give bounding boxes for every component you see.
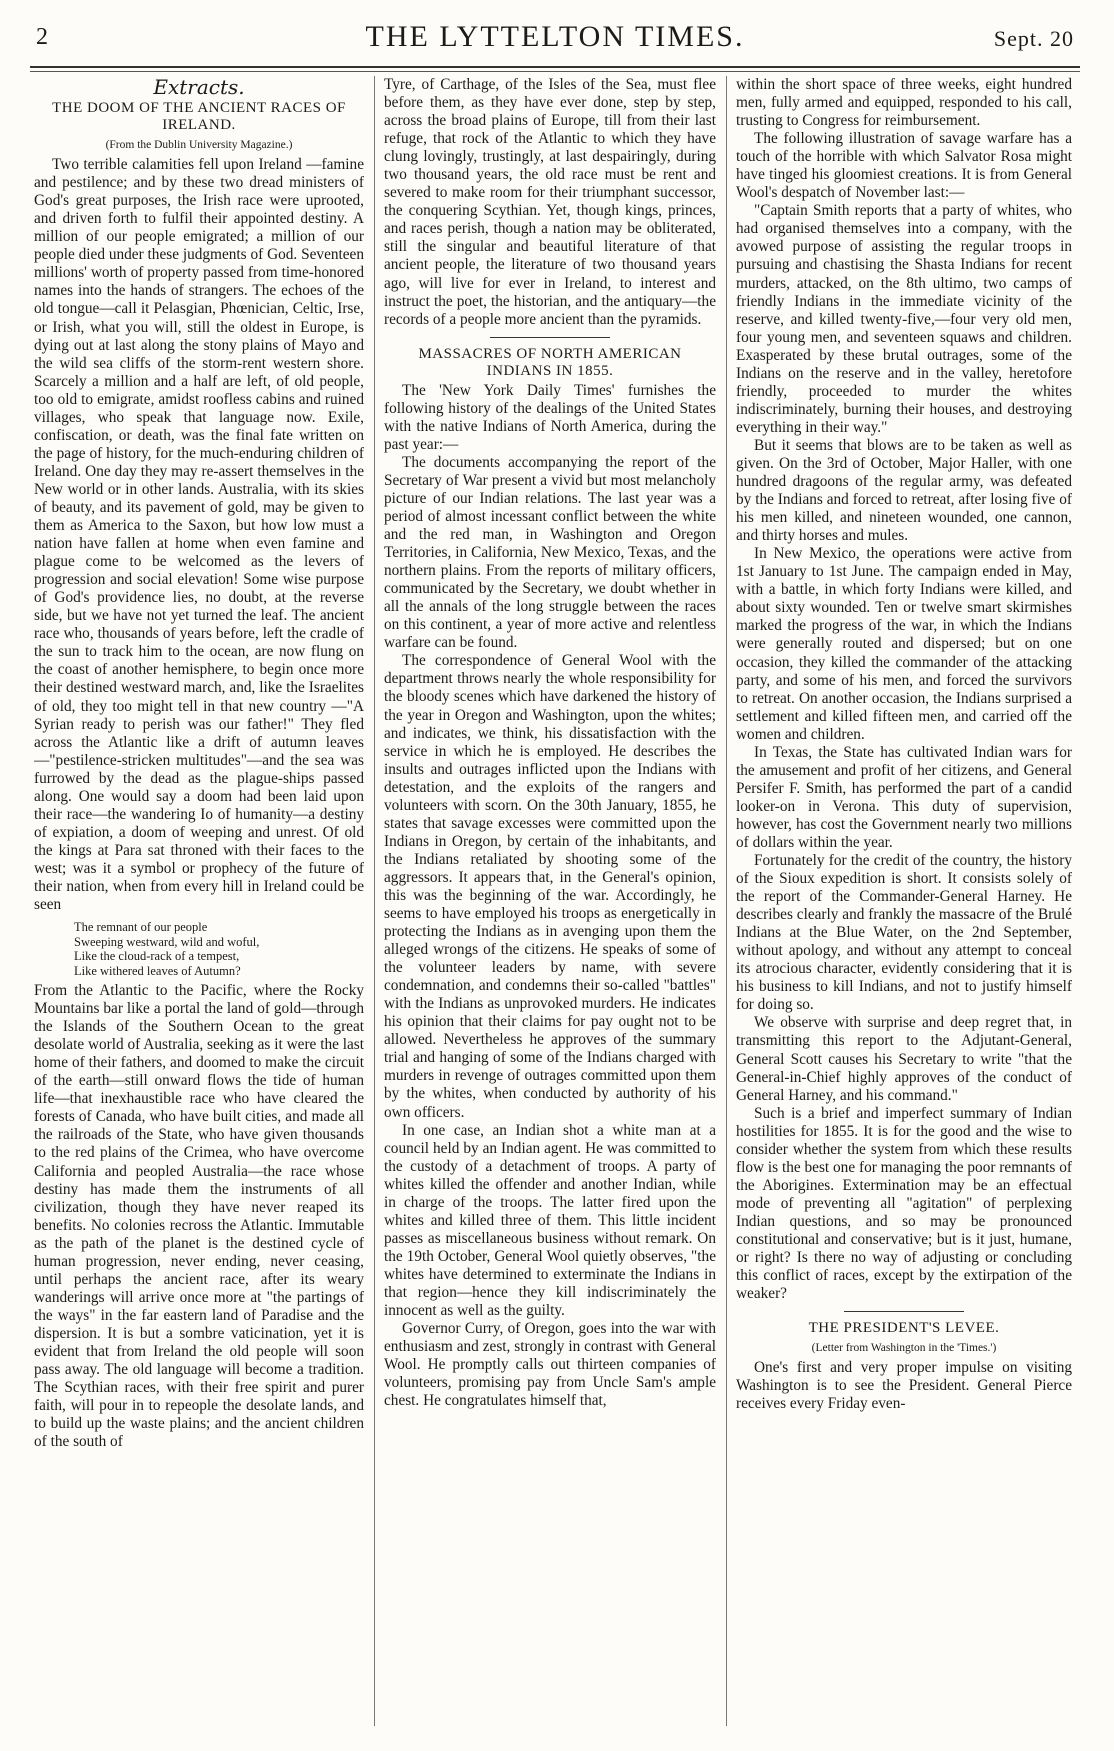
- article-divider: [844, 1311, 964, 1312]
- article-paragraph: But it seems that blows are to be taken as well as given. On the 3rd of October, Major Haller, with one hundred dragoons of the regular army, was defeated by the Indians and forced to retreat, after losing five of his men killed, and nineteen wounded, one cannon, and thirty horses and mules.: [736, 436, 1072, 545]
- newspaper-title: THE LYTTELTON TIMES.: [365, 20, 745, 53]
- page-number: 2: [36, 24, 48, 50]
- article-paragraph: In New Mexico, the operations were active from 1st January to 1st June. The campaign ended in May, with a battle, in which forty Indians were killed, and about sixty wounded. Ten or twelve smart skirmishes marked the progress of the war, in which the Indians were generally routed and dispersed; but on one occasion, they killed the commander of the attacking party, and some of his men, and forced the survivors to retreat. On another occasion, the Indians surprised a settlement and killed fifteen men, and carried off the women and children.: [736, 545, 1072, 743]
- article-paragraph: within the short space of three weeks, eight hundred men, fully armed and equipped, responded to his call, trusting to Congress for reimbursement.: [736, 76, 1072, 130]
- article-paragraph: In Texas, the State has cultivated Indian wars for the amusement and profit of her citizens, and General Persifer F. Smith, has performed the part of a candid looker-on in Verona. This duty of supervision, however, has cost the Government nearly two millions of dollars within the year.: [736, 743, 1072, 851]
- article-paragraph: In one case, an Indian shot a white man at a council held by an Indian agent. He was committed to the custody of a detachment of troops. A party of whites killed the offender and another Indian, while in charge of the troops. The latter fired upon the whites and killed three of them. This little incident passes as miscellaneous business without remark. On the 19th October, General Wool quietly observes, "the whites have determined to exterminate the Indians in that region—hence they kill indiscriminately the innocent as well as the guilty.: [384, 1121, 716, 1320]
- column-divider: [726, 76, 727, 1726]
- section-label: Extracts.: [153, 76, 245, 99]
- masthead-rule-thin: [30, 71, 1080, 72]
- article-source: (Letter from Washington in the 'Times.'): [811, 1342, 997, 1355]
- article-title: MASSACRES OF NORTH AMERICAN INDIANS IN 1855.: [418, 345, 682, 379]
- article-paragraph: The documents accompanying the report of the Secretary of War present a vivid but most melancholy picture of our Indian relations. The last year was a period of almost incessant conflict between the white and the red man, in Washington and Oregon Territories, in California, New Mexico, Texas, and the northern plains. From the reports of military officers, communicated by the Secretary, we doubt whether in all the annals of the long struggle between the races on this continent, a year of more active and relentless warfare can be found.: [384, 453, 716, 652]
- poem-line: Sweeping westward, wild and woful,: [74, 934, 260, 949]
- article-paragraph: The 'New York Daily Times' furnishes the following history of the dealings of the United States with the native Indians of North America, during the past year:—: [384, 381, 716, 453]
- article-paragraph: From the Atlantic to the Pacific, where the Rocky Mountains bar like a portal the land of gold—through the Islands of the Southern Ocean to the great desolate world of Australia, seeking as it were the last home of their fathers, and doomed to make the circuit of the earth—still onward flows the tide of human life—that inexhaustible race who have cleared the forests of Canada, who have built cities, and made all the railroads of the State, who have given thousands to the red plains of the Crimea, who have overcome California and peopled Australia—the race whose destiny has made them the instruments of all civilization, though they have never reaped its benefits. No colonies recross the Atlantic. Immutable as the path of the planet is the destined cycle of human progression, never ending, never ceasing, until perhaps the ancient race, after its weary wanderings will arrive once more at "the partings of the ways" in the far eastern land of Paradise and the dispersion. It is but a sombre vaticination, yet it is evident that from Ireland the old people will soon pass away. The old language will become a tradition. The Scythian races, with their free spirit and purer faith, will pour in to repeople the desolate lands, and to build up the waste plains; and the ancient children of the south of: [34, 982, 364, 1451]
- article-paragraph: We observe with surprise and deep regret that, in transmitting this report to the Adjutant-General, General Scott causes his Secretary to write "that the General-in-Chief highly approves of the conduct of General Harney, and his command.": [736, 1014, 1072, 1104]
- article-paragraph: The correspondence of General Wool with the department throws nearly the whole responsibility for the bloody scenes which have darkened the history of the year in Oregon and Washington, upon the whites; and indicates, we think, his dissatisfaction with the service in which he is employed. He describes the insults and outrages inflicted upon the Indians with detestation, and the exploits of the rangers and volunteers with scorn. On the 30th January, 1855, he states that savage excesses were committed upon the Indians in Oregon, by certain of the inhabitants, and the Indians retaliated by shooting some of the aggressors. It appears that, in the General's opinion, this was the beginning of the war. Accordingly, he seems to have employed his troops as energetically in protecting the Indians as in avenging upon them the alleged wrongs of the citizens. He speaks of some of the volunteer leaders by name, with severe condemnation, and condemns their so-called "battles" with the Indians as unprovoked murders. He indicates his opinion that their claims for pay ought not to be allowed. Nevertheless he approves of the summary trial and hanging of some of the Indians charged with murders in revenge of outrages committed upon them by the whites, when conducted by authority of his own officers.: [384, 652, 716, 1121]
- poem-quote: [74, 920, 364, 978]
- article-paragraph: Fortunately for the credit of the country, the history of the Sioux expedition is short. It consists solely of the report of the Commander-General Harney. He describes clearly and frankly the massacre of the Brulé Indians at the Blue Water, on the 2nd September, without apology, and without any attempt to conceal its atrocious character, evidently considering that it is his business to kill Indians, and not to justify himself for doing so.: [736, 852, 1072, 1014]
- poem-line: Like the cloud-rack of a tempest,: [74, 949, 240, 964]
- masthead: [30, 18, 1080, 64]
- article-paragraph: Such is a brief and imperfect summary of Indian hostilities for 1855. It is for the good and the wise to consider whether the system from which these results flow is the best one for managing the poor remnants of the Aborigines. Extermination may be an effectual mode of preventing all "agitation" of perplexing Indian questions, and so may be pronounced constitutional and conservative; but is it just, humane, or right? Is there no way of adjusting or concluding this conflict of races, except by the extirpation of the weaker?: [736, 1104, 1072, 1303]
- column-1: [34, 76, 364, 1736]
- poem-line: Like withered leaves of Autumn?: [74, 963, 241, 978]
- article-paragraph: The following illustration of savage warfare has a touch of the horrible with which Salvator Rosa might have tinged his gloomiest creations. It is from General Wool's despatch of November last:—: [736, 130, 1072, 202]
- article-paragraph: "Captain Smith reports that a party of whites, who had organised themselves into a company, with the avowed purpose of assisting the regular troops in pursuing and chastising the Shasta Indians for recent murders, attacked, on the 8th ultimo, two camps of friendly Indians in the immediate vicinity of the reserve, and killed twenty-five,—four very old men, four young men, and seventeen squaws and children. Exasperated by these brutal outrages, some of the Indians on the reserve and in the valley, heretofore friendly, proceeded to murder the whites indiscriminately, burning their houses, and destroying everything in their way.": [736, 202, 1072, 436]
- article-source: (From the Dublin University Magazine.): [105, 139, 293, 152]
- issue-date: Sept. 20: [993, 26, 1074, 51]
- column-divider: [374, 76, 375, 1726]
- article-title: THE PRESIDENT'S LEVEE.: [808, 1320, 1000, 1337]
- article-paragraph: One's first and very proper impulse on visiting Washington is to see the President. General Pierce receives every Friday even-: [736, 1359, 1072, 1413]
- article-paragraph: Tyre, of Carthage, of the Isles of the Sea, must flee before them, as they have ever done, step by step, across the broad plains of Europe, till from their last refuge, that rock of the Atlantic to which they have clung lovingly, trustingly, at last despairingly, during two thousand years, the old race must be rent and severed to make room for their triumphant successor, the conquering Scythian. Yet, though kings, princes, and races perish, though a nation may be obliterated, still the singular and beautiful literature of that ancient people, the literature of two thousand years ago, will live for ever in Ireland, to interest and instruct the poet, the historian, and the antiquary—the records of a people more ancient than the pyramids.: [384, 76, 716, 328]
- poem-line: The remnant of our people: [74, 920, 208, 935]
- article-title: THE DOOM OF THE ANCIENT RACES OF IRELAND.: [52, 100, 346, 134]
- article-divider: [490, 337, 610, 338]
- article-paragraph: Two terrible calamities fell upon Ireland —famine and pestilence; and by these two dread ministers of God's great purposes, the Irish race were uprooted, and driven forth to fulfil their appointed destiny. A million of our people emigrated; a million of our people died under these judgments of God. Seventeen millions' worth of property passed from time-honored names into the hands of strangers. The echoes of the old tongue—call it Pelasgian, Phœnician, Celtic, Irse, or Irish, what you will, still the oldest in Europe, is dying out at last along the stony plains of Mayo and the wild sea cliffs of the storm-rent western shore. Scarcely a million and a half are left, of old people, too old to emigrate, amidst roofless cabins and ruined villages, who speak that language now. Exile, confiscation, or death, was the final fate written on the page of history, for the much-enduring children of Ireland. One day they may re-assert themselves in the New world or in other lands. Australia, with its skies of beauty, and its pavement of gold, may be given to them as America to the Saxon, but how low must a nation have fallen at home when even famine and plague come to be welcomed as the levers of progression and social elevation! Some wise purpose of God's providence lies, no doubt, at the reverse side, but we have not yet turned the leaf. The ancient race who, thousands of years before, left the cradle of the sun to track him to the ocean, are now flung on the coast of another hemisphere, to begin once more their destined westward march, and, like the Israelites of old, they too might tell in that new country —"A Syrian ready to perish was our father!" They fled across the Atlantic like a drift of autumn leaves—"pestilence-stricken multitudes"—and the sea was furrowed by the dead as the plague-ships passed along. One would say a doom had been laid upon their race—the wandering Io of humanity—a destiny of expiation, a doom of weeping and unrest. Of old the kings at Para sat throned with their faces to the west; was it a symbol or prophecy of the future of their nation, when from every hill in Ireland could be seen: [34, 156, 364, 914]
- masthead-rule: [30, 66, 1080, 68]
- column-2: [384, 76, 716, 1736]
- article-paragraph: Governor Curry, of Oregon, goes into the war with enthusiasm and zest, strongly in contrast with General Wool. He promptly calls out thirteen companies of volunteers, promising pay from Uncle Sam's ample chest. He congratulates himself that,: [384, 1320, 716, 1410]
- column-3: [736, 76, 1072, 1736]
